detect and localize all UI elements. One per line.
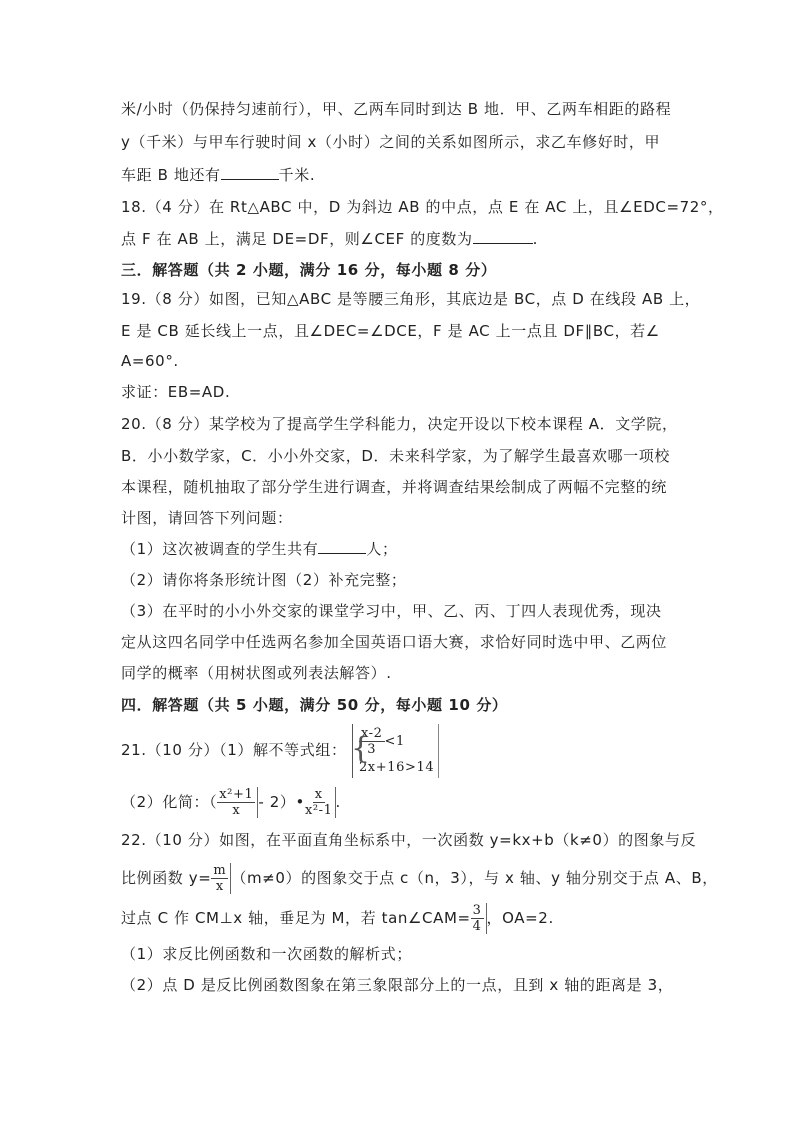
p21-line-1-text: 21.（10 分）（1）解不等式组： [121,741,347,759]
p19-line-1: 19.（8 分）如图，已知△ABC 是等腰三角形，其底边是 BC，点 D 在线段 AB 上， [121,290,701,308]
p20-line-4: 计图，请回答下列问题： [121,509,293,527]
p18-line-2 [121,228,538,250]
p18-line-2-end: . [532,230,538,248]
inequality-1-rhs: <1 [384,733,405,749]
p20-line-2: B．小小数学家，C．小小外交家，D．未来科学家，为了解学生最喜欢哪一项校 [121,447,670,465]
p22-line-3-end: ，OA=2. [486,909,554,927]
p22-line-2-end: （m≠0）的图象交于点 c（n，3），与 x 轴、y 轴分别交于点 A、B， [231,869,718,887]
p20-question-3-line-3: 同学的概率（用树状图或列表法解答）. [121,664,392,682]
p17-line-2: y（千米）与甲车行驶时间 x（小时）之间的关系如图所示，求乙车修好时，甲 [121,133,661,151]
p22-line-2 [121,860,718,896]
answer-blank [473,229,533,244]
inequality-1 [359,726,434,757]
inequality-1-fraction [359,726,385,757]
fraction-denominator: x [232,803,241,818]
p22-line-2-text: 比例函数 y= [121,869,212,887]
tangent-fraction [471,903,487,934]
p19-line-2: E 是 CB 延长线上一点，且∠DEC=∠DCE，F 是 AC 上一点且 DF∥BC，若∠ [121,322,660,340]
p22-question-1: （1）求反比例函数和一次函数的解析式； [121,945,412,963]
p17-line-3 [121,164,315,186]
fraction-denominator: 3 [367,741,377,757]
p21-line-2-mid: - 2）• [258,793,305,811]
simplify-fraction-1 [217,787,258,818]
p19-line-3: A=60°. [121,352,179,370]
section-4-heading: 四．解答题（共 5 小题，满分 50 分，每小题 10 分） [121,696,508,714]
answer-blank [221,165,279,180]
fraction-numerator: 3 [472,903,482,918]
p21-line-2 [121,784,341,820]
p17-line-1: 米/小时（仍保持匀速前行），甲、乙两车同时到达 B 地．甲、乙两车相距的路程 [121,100,672,118]
p22-question-2: （2）点 D 是反比例函数图象在第三象限部分上的一点，且到 x 轴的距离是 3， [121,976,674,994]
p21-line-1 [121,722,439,778]
fraction-numerator: x²+1 [219,787,254,802]
fraction-numerator: m [213,863,227,878]
p19-line-4: 求证：EB=AD. [121,383,231,401]
p17-line-3-end: 千米. [278,166,316,184]
fraction-denominator: x [215,879,224,894]
p22-line-1: 22.（10 分）如图，在平面直角坐标系中，一次函数 y=kx+b（k≠0）的图象与反 [121,831,697,849]
inequality-system [352,724,439,778]
simplify-fraction-2 [305,787,336,818]
p20-line-3: 本课程，随机抽取了部分学生进行调查，并将调查结果绘制成了两幅不完整的统 [121,478,668,496]
p20-question-2: （2）请你将条形统计图（2）补充完整； [121,571,407,589]
fraction-denominator: 4 [472,919,482,934]
p20-question-3-line-1: （3）在平时的小小外交家的课堂学习中，甲、乙、丙、丁四人表现优秀，现决 [121,602,662,620]
p22-line-3 [121,900,554,936]
p18-line-2-text: 点 F 在 AB 上，满足 DE=DF，则∠CEF 的度数为 [121,230,473,248]
p20-question-1-end: 人； [366,540,398,558]
p20-question-1 [121,538,398,560]
p17-line-3-text: 车距 B 地还有 [121,166,221,184]
p20-line-1: 20.（8 分）某学校为了提高学生学科能力，决定开设以下校本课程 A．文学院， [121,415,678,433]
p22-line-3-text: 过点 C 作 CM⊥x 轴，垂足为 M，若 tan∠CAM= [121,909,471,927]
answer-blank [318,539,366,554]
p21-line-2-end: . [335,793,341,811]
fraction-numerator: { x-2 [360,725,383,741]
p20-question-1-text: （1）这次被调查的学生共有 [121,540,319,558]
p18-line-1: 18.（4 分）在 Rt△ABC 中，D 为斜边 AB 的中点，点 E 在 AC 上，且∠EDC=72°， [121,198,724,216]
inequality-2: 2x+16>14 [358,759,435,775]
p21-line-2-text: （2）化简：（ [121,793,218,811]
fraction-denominator: x²-1 [304,803,333,818]
fraction-numerator: x [314,787,323,802]
p20-question-3-line-2: 定从这四名同学中任选两名参加全国英语口语大赛，求恰好同时选中甲、乙两位 [121,633,668,651]
section-3-heading: 三．解答题（共 2 小题，满分 16 分，每小题 8 分） [121,261,497,279]
inverse-function-fraction [211,863,231,894]
